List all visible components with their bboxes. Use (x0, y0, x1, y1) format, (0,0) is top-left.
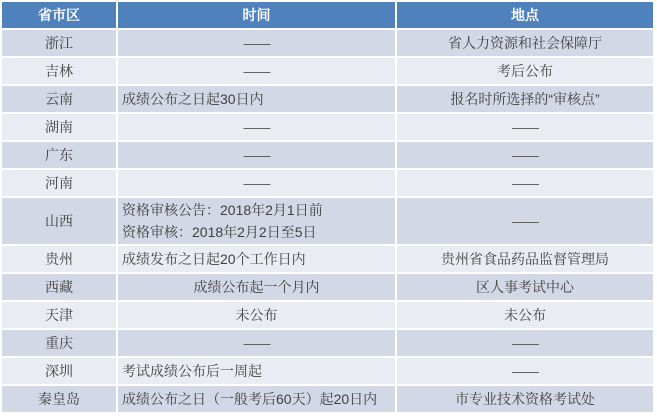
region-cell: 湖南 (2, 114, 116, 140)
column-header-region: 省市区 (2, 2, 116, 28)
location-cell: —— (397, 358, 653, 384)
location-cell: —— (397, 114, 653, 140)
table-row (2, 274, 653, 300)
region-cell: 秦皇岛 (2, 386, 116, 412)
location-cell: 贵州省食品药品监督管理局 (397, 246, 653, 272)
time-cell (118, 30, 395, 56)
time-cell (118, 246, 395, 272)
location-cell: 市专业技术资格考试处 (397, 386, 653, 412)
time-cell (118, 198, 395, 244)
table-row (2, 302, 653, 328)
region-cell: 重庆 (2, 330, 116, 356)
time-line: 成绩公布之日（一般考后60天）起20日内 (122, 391, 378, 407)
location-cell: —— (397, 142, 653, 168)
time-line: —— (243, 119, 270, 135)
column-header-location: 地点 (397, 2, 653, 28)
location-cell: 报名时所选择的“审核点” (397, 86, 653, 112)
location-cell: 未公布 (397, 302, 653, 328)
location-cell: 区人事考试中心 (397, 274, 653, 300)
time-line: 成绩公布起一个月内 (193, 279, 320, 295)
time-cell (118, 274, 395, 300)
region-cell: 河南 (2, 170, 116, 196)
time-line: 未公布 (235, 307, 278, 323)
location-cell: 省人力资源和社会保障厅 (397, 30, 653, 56)
table-row (2, 114, 653, 140)
time-cell (118, 358, 395, 384)
location-cell: —— (397, 170, 653, 196)
time-cell (118, 170, 395, 196)
region-cell: 广东 (2, 142, 116, 168)
time-line: 资格审核：2018年2月2日至5日 (122, 224, 317, 240)
time-line: —— (243, 63, 270, 79)
time-cell (118, 58, 395, 84)
region-cell: 深圳 (2, 358, 116, 384)
time-line: 考试成绩公布后一周起 (122, 363, 262, 379)
region-cell: 吉林 (2, 58, 116, 84)
time-line: —— (243, 335, 270, 351)
time-cell (118, 302, 395, 328)
region-cell: 贵州 (2, 246, 116, 272)
table-row (2, 358, 653, 384)
table-row (2, 198, 653, 244)
region-cell: 天津 (2, 302, 116, 328)
time-line: 成绩发布之日起20个工作日内 (122, 251, 306, 267)
table-row (2, 58, 653, 84)
time-line: —— (243, 147, 270, 163)
region-cell: 山西 (2, 198, 116, 244)
table-row (2, 170, 653, 196)
time-cell (118, 142, 395, 168)
time-cell (118, 86, 395, 112)
location-cell: —— (397, 198, 653, 244)
table-row (2, 246, 653, 272)
table-row (2, 142, 653, 168)
region-cell: 浙江 (2, 30, 116, 56)
time-cell (118, 114, 395, 140)
time-cell (118, 386, 395, 412)
table-row (2, 86, 653, 112)
time-line: —— (243, 175, 270, 191)
table-row (2, 386, 653, 412)
column-header-time: 时间 (118, 2, 395, 28)
time-line: —— (243, 35, 270, 51)
location-cell: 考后公布 (397, 58, 653, 84)
table-body (2, 30, 653, 412)
table-row (2, 330, 653, 356)
table-row (2, 30, 653, 56)
location-cell: —— (397, 330, 653, 356)
header-row (2, 2, 653, 28)
time-line: 资格审核公告：2018年2月1日前 (122, 202, 323, 218)
time-cell (118, 330, 395, 356)
time-line: 成绩公布之日起30日内 (122, 91, 264, 107)
region-cell: 西藏 (2, 274, 116, 300)
region-cell: 云南 (2, 86, 116, 112)
